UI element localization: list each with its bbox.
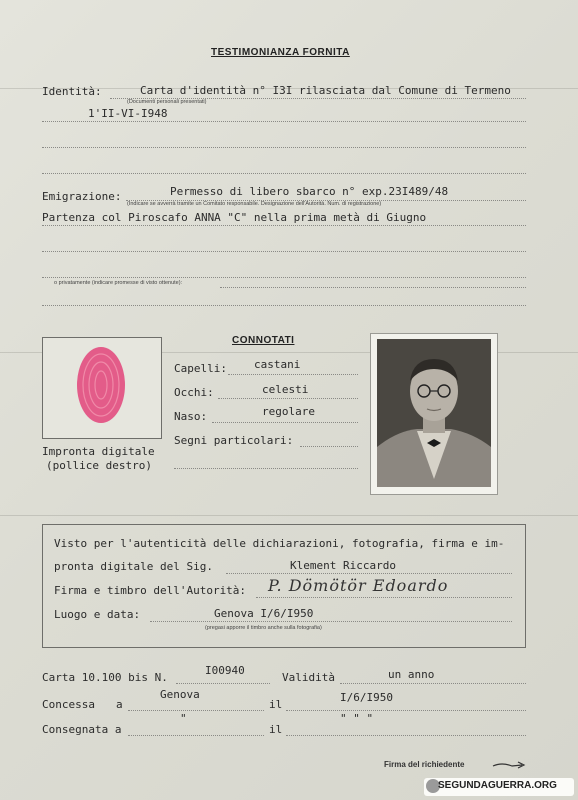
identity-note: (Documenti personali presentati) bbox=[127, 99, 207, 105]
delivered-place: " bbox=[180, 712, 187, 725]
emigration-note: (Indicare se avverrà tramite un Comitato responsabile. Designazione dell'Autorità. Num. di registrazione) bbox=[127, 201, 382, 207]
auth-signature-label: Firma e timbro dell'Autorità: bbox=[54, 584, 247, 597]
identity-label: Identità: bbox=[42, 85, 102, 98]
auth-place-value: Genova I/6/I950 bbox=[214, 607, 314, 620]
identity-value: Carta d'identità n° I3I rilasciata dal Comune di Termeno bbox=[140, 84, 511, 97]
stamp-note: (pregasi apporre il timbro anche sulla fotografia) bbox=[205, 625, 322, 631]
auth-holder-name: Klement Riccardo bbox=[290, 559, 396, 572]
validity-value: un anno bbox=[388, 668, 435, 681]
auth-line-2: pronta digitale del Sig. bbox=[54, 560, 213, 573]
granted-label: Concessa bbox=[42, 698, 95, 711]
watermark-text: SEGUNDAGUERRA.ORG bbox=[438, 780, 557, 791]
delivered-date: " " " bbox=[340, 712, 374, 725]
hair-label: Capelli: bbox=[174, 362, 227, 375]
card-number-label: Carta 10.100 bis N. bbox=[42, 671, 168, 684]
granted-a: a bbox=[116, 698, 123, 711]
connotati-title: CONNOTATI bbox=[232, 335, 295, 346]
card-number-value: I00940 bbox=[205, 664, 245, 677]
emigration-departure: Partenza col Piroscafo ANNA "C" nella prima metà di Giugno bbox=[42, 211, 427, 224]
emigration-value: Permesso di libero sbarco n° exp.23I489/48 bbox=[170, 185, 449, 198]
fingerprint-box bbox=[42, 337, 162, 439]
granted-il: il bbox=[269, 698, 283, 711]
fingerprint-sublabel: (pollice destro) bbox=[46, 459, 152, 472]
document-title: TESTIMONIANZA FORNITA bbox=[211, 47, 350, 58]
portrait-photo bbox=[377, 339, 491, 487]
eyes-value: celesti bbox=[262, 383, 309, 396]
applicant-signature-label: Firma del richiedente bbox=[384, 760, 465, 769]
watermark bbox=[424, 778, 574, 796]
private-note: o privatamente (indicare promesse di visto ottenute): bbox=[54, 280, 183, 286]
emigration-label: Emigrazione: bbox=[42, 190, 122, 203]
delivered-label: Consegnata a bbox=[42, 723, 122, 736]
nose-label: Naso: bbox=[174, 410, 208, 423]
granted-place: Genova bbox=[160, 688, 200, 701]
photograph-frame bbox=[370, 333, 498, 495]
auth-line-1: Visto per l'autenticità delle dichiarazioni, fotografia, firma e im- bbox=[54, 537, 505, 550]
identity-date: 1'II-VI-I948 bbox=[88, 107, 168, 120]
authority-signature: P. Dömötör Edoardo bbox=[268, 576, 449, 595]
delivered-il: il bbox=[269, 723, 283, 736]
validity-label: Validità bbox=[282, 671, 335, 684]
arrow-right-icon bbox=[492, 760, 526, 770]
hair-value: castani bbox=[254, 358, 301, 371]
auth-place-label: Luogo e data: bbox=[54, 608, 141, 621]
fingerprint-label: Impronta digitale bbox=[42, 445, 155, 458]
marks-label: Segni particolari: bbox=[174, 434, 294, 447]
nose-value: regolare bbox=[262, 405, 315, 418]
eyes-label: Occhi: bbox=[174, 386, 214, 399]
granted-date: I/6/I950 bbox=[340, 691, 393, 704]
fingerprint-icon bbox=[43, 338, 161, 438]
